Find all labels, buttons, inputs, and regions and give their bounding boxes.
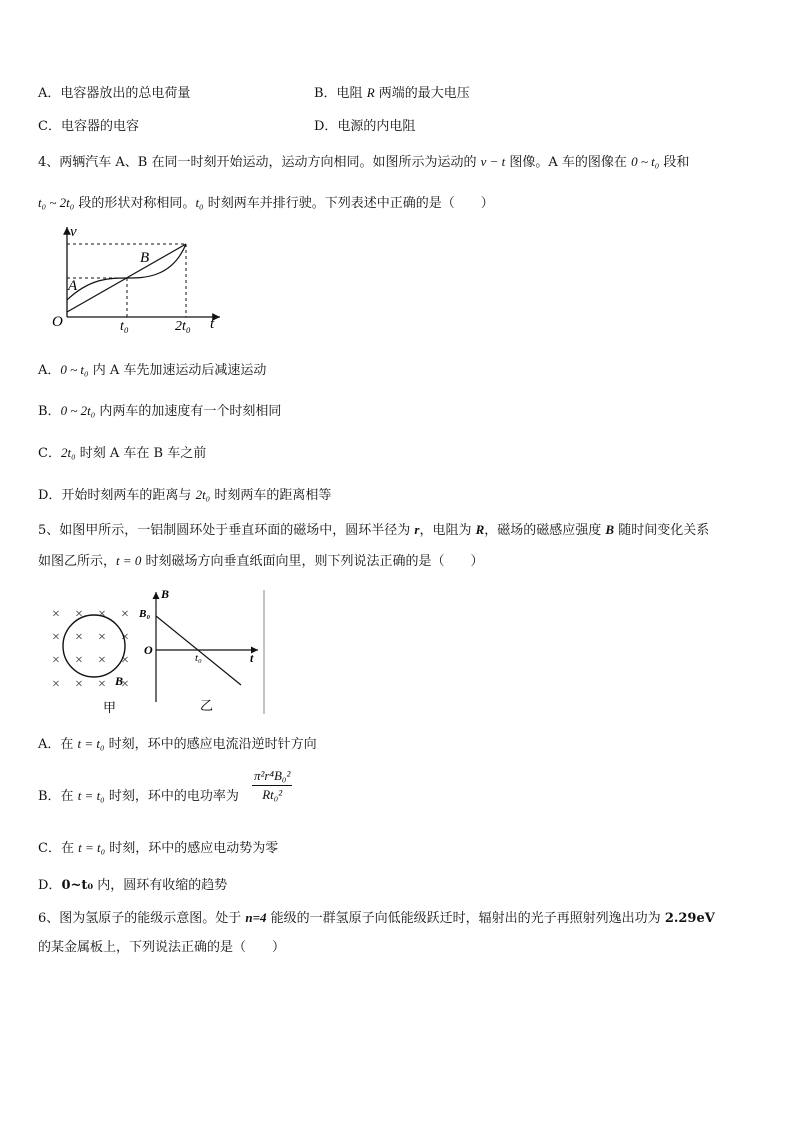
q5-graph-label-t: t [250, 651, 254, 665]
q4-opt-text: C． [38, 446, 61, 461]
q6-text: 6、图为氢原子的能级示意图。处于 [38, 911, 246, 926]
field-cross-mark: × [98, 677, 106, 692]
q4-graph-label-2t0: 2t₀ [175, 319, 191, 334]
q5-option-c [38, 837, 278, 856]
q4-opt-text: 时刻 A 车在 B 车之前 [75, 446, 207, 461]
field-cross-mark: × [121, 653, 129, 668]
q3-option-b-var: R [366, 85, 375, 100]
q5-graph-label-b: B [161, 587, 170, 601]
q5-text: 5、如图甲所示，一铝制圆环处于垂直环面的磁场中，圆环半径为 [38, 523, 415, 538]
q4-graph-label-v: v [70, 224, 77, 240]
q4-math: v − t [480, 154, 506, 169]
q6-text: 能级的一群氢原子向低能级跃迁时，辐射出的光子再照射列逸出功为 [266, 911, 665, 926]
q5-opt-text: B．在 [38, 789, 78, 804]
q4-graph-label-o: O [52, 314, 63, 330]
q4-math: t₀ [195, 195, 204, 210]
q4-math: 0 ~ t₀ [631, 154, 660, 169]
q4-vt-graph [50, 222, 230, 337]
q6-stem-line2: 的某金属板上，下列说法正确的是（ ） [38, 940, 286, 955]
field-cross-mark: × [75, 653, 83, 668]
figure-yi-label: 乙 [200, 698, 214, 713]
q5-opt-text: D． [38, 878, 62, 893]
q4-text: 时刻两车并排行驶。下列表述中正确的是（ ） [203, 196, 494, 211]
q5-option-b [38, 785, 239, 804]
field-cross-mark: × [98, 653, 106, 668]
field-cross-mark: × [75, 677, 83, 692]
q5-graph-label-t0: t₀ [195, 652, 202, 664]
q5-var-r: r [414, 522, 420, 537]
q5-opt-math: 0~t₀ [61, 878, 94, 893]
q3-option-d: D．电源的内电阻 [314, 119, 416, 134]
q5-option-a [38, 733, 317, 752]
field-cross-mark: × [121, 607, 129, 622]
field-cross-mark: × [98, 630, 106, 645]
q4-opt-math: 0 ~ t₀ [60, 362, 89, 377]
q5-opt-text: 时刻，环中的电功率为 [104, 789, 239, 804]
field-cross-mark: × [52, 653, 60, 668]
q4-opt-math: 2t₀ [60, 445, 76, 460]
q3-option-b-pre: B．电阻 [314, 86, 367, 101]
q5-graph-label-o: O [144, 643, 153, 657]
q4-opt-text: D．开始时刻两车的距离与 [38, 488, 196, 503]
field-cross-mark: × [121, 630, 129, 645]
q5-text: 如图乙所示， [38, 554, 117, 569]
aluminum-ring [63, 615, 125, 677]
q4-opt-text: A． [38, 363, 61, 378]
q4-text: 图像。A 车的图像在 [505, 155, 632, 170]
q5-opt-text: A．在 [38, 737, 78, 752]
field-cross-mark: × [75, 630, 83, 645]
q5-var-field: B [605, 522, 615, 537]
q3-option-b [314, 82, 470, 101]
q5-opt-math: t = t₀ [77, 736, 105, 751]
field-cross-mark: × [98, 607, 106, 622]
fraction-numerator: π²r⁴B₀² [252, 768, 292, 786]
q5-var-resistance: R [475, 522, 485, 537]
q4-math: t₀ ~ 2t₀ [38, 195, 75, 210]
q4-graph-label-t: t [210, 316, 215, 332]
q4-text: 4、两辆汽车 A、B 在同一时刻开始运动，运动方向相同。如图所示为运动的 [38, 155, 481, 170]
q5-math: t = 0 [116, 553, 142, 568]
q3-option-b-post: 两端的最大电压 [374, 86, 470, 101]
q4-option-a [38, 359, 266, 378]
q5-graph-label-b0: B₀ [139, 608, 151, 620]
q5-opt-math: t = t₀ [77, 788, 105, 803]
q5-stem-line1 [38, 519, 709, 538]
q5-opt-math: t = t₀ [78, 840, 106, 855]
figure-jia-label: 甲 [103, 700, 117, 715]
q5-text: 随时间变化关系 [614, 523, 710, 538]
q3-option-c: C．电容器的电容 [38, 119, 139, 134]
q4-option-b [38, 400, 281, 419]
q5-opt-text: 内，圆环有收缩的趋势 [93, 878, 228, 893]
q4-graph-label-a: A [68, 278, 78, 294]
q4-graph-label-t0: t₀ [120, 319, 129, 334]
field-cross-mark: × [75, 607, 83, 622]
field-cross-mark: × [121, 677, 129, 692]
q4-text: 段的形状对称相同。 [74, 196, 196, 211]
q4-stem-line2 [38, 192, 494, 211]
q5-stem-line2 [38, 550, 484, 569]
q6-stem-line1 [38, 907, 715, 926]
q4-opt-text: 内 A 车先加速运动后减速运动 [88, 363, 267, 378]
q4-opt-text: 时刻两车的距离相等 [210, 488, 332, 503]
q4-graph-label-b: B [140, 250, 150, 266]
q5-opt-text: C．在 [38, 841, 79, 856]
q4-opt-math: 2t₀ [195, 487, 211, 502]
q3-option-a: A．电容器放出的总电荷量 [38, 86, 191, 101]
q5-opt-text: 时刻，环中的感应电动势为零 [105, 841, 279, 856]
q6-work-function: 2.29eV [664, 911, 715, 926]
q5-text: 时刻磁场方向垂直纸面向里，则下列说法正确的是（ ） [141, 554, 484, 569]
q5-text: ，电阻为 [419, 523, 476, 538]
field-cross-mark: × [52, 630, 60, 645]
q4-opt-text: B． [38, 404, 61, 419]
q5-figure [40, 584, 275, 716]
q4-opt-text: 内两车的加速度有一个时刻相同 [95, 404, 282, 419]
q6-level: n=4 [245, 910, 267, 925]
q5-power-fraction [252, 768, 292, 803]
q4-option-c [38, 442, 206, 461]
q4-stem-line1 [38, 151, 689, 170]
q5-text: ，磁场的磁感应强度 [484, 523, 606, 538]
field-cross-mark: × [52, 607, 60, 622]
q5-option-d [38, 874, 227, 893]
q4-text: 段和 [659, 155, 690, 170]
ring-field-label: B [115, 674, 124, 688]
q4-opt-math: 0 ~ 2t₀ [60, 403, 96, 418]
q5-opt-text: 时刻，环中的感应电流沿逆时针方向 [104, 737, 317, 752]
q4-option-d [38, 484, 331, 503]
field-cross-mark: × [52, 677, 60, 692]
fraction-denominator: Rt₀² [262, 787, 283, 802]
